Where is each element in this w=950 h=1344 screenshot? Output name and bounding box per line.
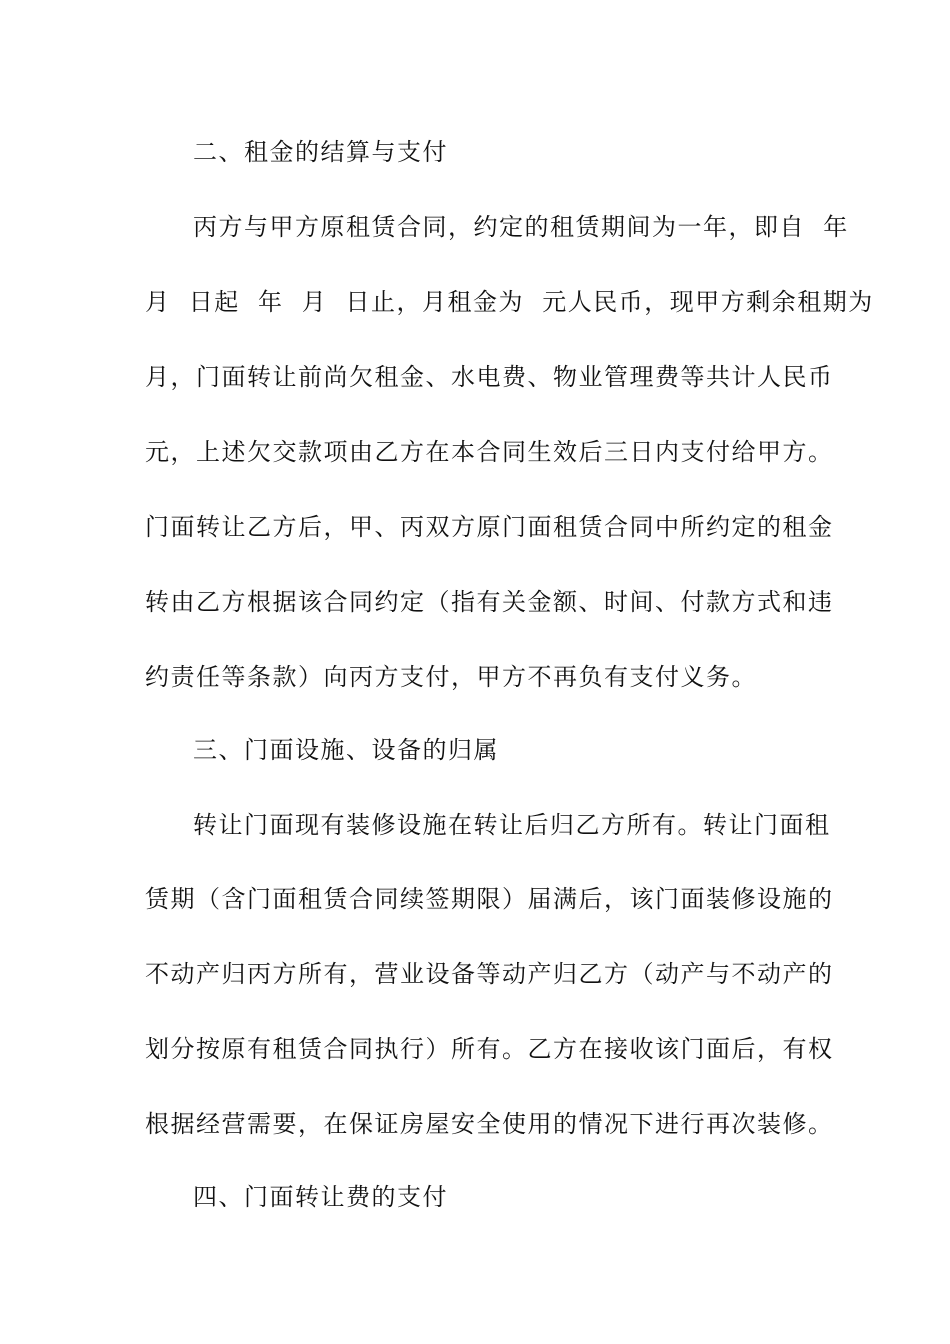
paragraph-line: 不动产归丙方所有，营业设备等动产归乙方（动产与不动产的: [145, 960, 834, 988]
section-heading-transfer-fee: 四、门面转让费的支付: [193, 1183, 448, 1211]
paragraph-line: 赁期（含门面租赁合同续签期限）届满后，该门面装修设施的: [145, 885, 834, 913]
section-heading-rent-settlement: 二、租金的结算与支付: [193, 138, 448, 166]
paragraph-line: 根据经营需要，在保证房屋安全使用的情况下进行再次装修。: [145, 1110, 834, 1138]
paragraph-line: 划分按原有租赁合同执行）所有。乙方在接收该门面后，有权: [145, 1035, 834, 1063]
paragraph-line: 约责任等条款）向丙方支付，甲方不再负有支付义务。: [145, 663, 757, 691]
paragraph-line: 月，门面转让前尚欠租金、水电费、物业管理费等共计人民币: [145, 363, 834, 391]
paragraph-line: 月 日起 年 月 日止，月租金为 元人民币，现甲方剩余租期为: [145, 288, 874, 316]
paragraph-line: 转由乙方根据该合同约定（指有关金额、时间、付款方式和违: [145, 588, 834, 616]
paragraph-line: 门面转让乙方后，甲、丙双方原门面租赁合同中所约定的租金: [145, 513, 834, 541]
paragraph-line: 转让门面现有装修设施在转让后归乙方所有。转让门面租: [193, 811, 831, 839]
paragraph-line: 丙方与甲方原租赁合同，约定的租赁期间为一年，即自 年: [193, 213, 849, 241]
paragraph-line: 元，上述欠交款项由乙方在本合同生效后三日内支付给甲方。: [145, 438, 834, 466]
section-heading-facilities-ownership: 三、门面设施、设备的归属: [193, 736, 499, 764]
